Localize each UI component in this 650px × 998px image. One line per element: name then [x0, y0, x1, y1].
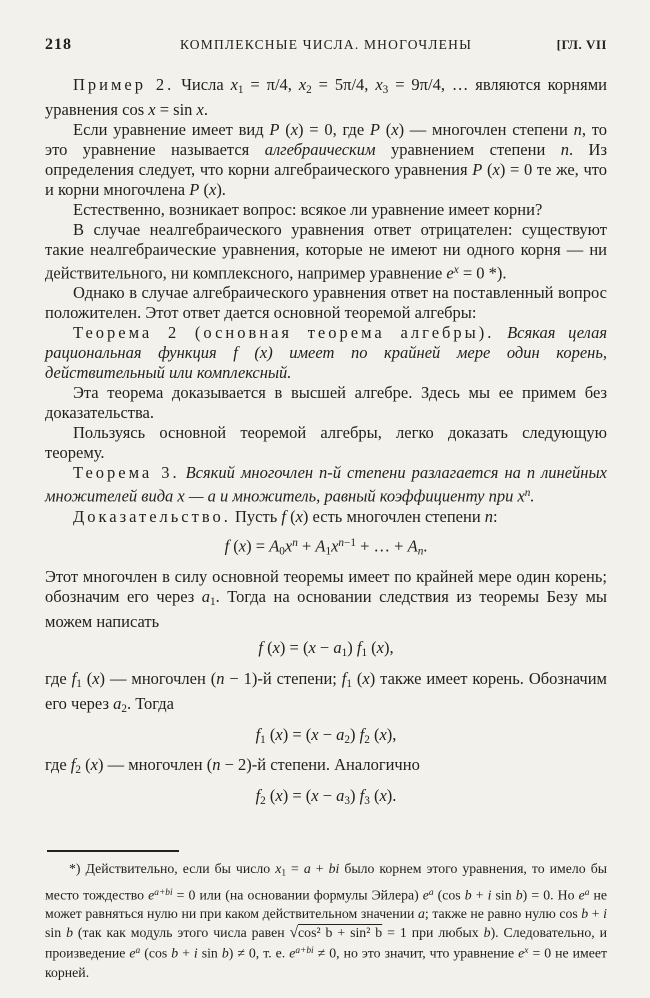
text-run: A [407, 536, 418, 556]
paragraph [45, 755, 607, 780]
text-run: ) = ( [282, 786, 312, 806]
text-run: = [286, 861, 304, 877]
text-run: ( [265, 786, 276, 806]
text-run: n [417, 545, 424, 558]
text-run: алгебраическим [264, 139, 376, 159]
display-formula [45, 638, 607, 663]
text-run: √ [289, 924, 299, 942]
text-run: Всякий многочлен n-й степени разлагается на n линейных множителей вида x — a и множитель, равный коэффициенту при x [45, 463, 607, 507]
text-run: 0 [279, 545, 285, 558]
paragraph [45, 423, 607, 463]
text-run: ( [352, 669, 363, 689]
text-run: b [171, 946, 179, 961]
text-run: n [484, 507, 494, 527]
text-run: n [212, 755, 221, 775]
text-run: x [375, 75, 383, 94]
text-run: x [196, 99, 204, 119]
text-run: n [338, 537, 345, 550]
text-run: − [318, 724, 337, 744]
text-run: x [453, 263, 459, 276]
text-run: (так как модуль этого числа равен [72, 925, 290, 941]
text-run: ( [367, 638, 377, 658]
text-run: b [515, 887, 523, 903]
text-run: Если уравнение имеет вид [73, 119, 270, 139]
text-run: x [298, 75, 307, 94]
text-run: e [446, 263, 454, 283]
text-run: = sin [155, 99, 197, 119]
text-run: . Тогда [126, 693, 174, 713]
text-run: + [310, 861, 329, 877]
text-run: ). [386, 786, 397, 806]
text-run: ) [350, 724, 360, 744]
text-run: 2 [344, 733, 351, 746]
text-run: n [573, 119, 582, 139]
text-run: a [336, 724, 345, 744]
text-run: = 0 или (на основании формулы Эйлера) [172, 887, 423, 903]
text-run: sin [45, 925, 67, 941]
text-run: 2 [260, 795, 266, 807]
text-run: = 9π/4, … являются корнями уравнения cos [45, 75, 607, 119]
text-run: где [45, 669, 72, 689]
text-run: x [379, 724, 387, 744]
text-run: a [135, 946, 141, 957]
text-run: n [560, 139, 569, 159]
text-run: n [524, 487, 531, 500]
text-run: b [221, 946, 229, 961]
text-run: ( [285, 507, 296, 527]
text-run: : [493, 507, 498, 527]
text-run: x [524, 946, 529, 957]
text-run: 3 [382, 83, 389, 96]
text-run: sin [197, 946, 222, 961]
text-run: e [518, 946, 525, 961]
text-run: f [281, 507, 286, 527]
text-run: x [284, 536, 293, 556]
text-run: ) [347, 638, 357, 658]
text-run: − [315, 638, 334, 658]
text-run: −1 [344, 537, 356, 550]
text-run: x [295, 507, 303, 527]
text-run: ( [369, 786, 380, 806]
text-run: ( [81, 669, 93, 689]
text-run: bi [328, 861, 340, 877]
text-run: 2 [306, 83, 312, 96]
text-run: x [308, 638, 316, 658]
text-run: x [90, 755, 98, 775]
footnote [45, 859, 607, 982]
text-run: ) — многочлен ( [97, 755, 213, 775]
text-run: где [45, 755, 71, 775]
display-formula [45, 533, 607, 561]
text-run: e [422, 887, 429, 903]
text-run: x [272, 638, 280, 658]
text-run: ) = ( [279, 638, 309, 658]
text-run: ). [216, 179, 226, 199]
text-run: n [292, 537, 298, 550]
text-run: cos² b + sin² b [298, 925, 383, 941]
text-run: 2 [75, 764, 81, 777]
text-run: + [297, 536, 316, 556]
text-run: = 0 не имеет корней. [45, 946, 608, 980]
text-run: x [92, 669, 100, 689]
text-run: P [269, 119, 280, 139]
text-run: f [71, 669, 77, 689]
text-run: a [336, 786, 345, 806]
text-run: Пример 2. [73, 75, 175, 94]
text-run: e [578, 887, 585, 903]
chapter-label: [ГЛ. VII [556, 37, 607, 52]
text-run: P [189, 179, 200, 199]
text-run: ( [262, 638, 273, 658]
text-run: e [148, 887, 155, 903]
text-run: a [201, 587, 211, 607]
text-run: 1 [76, 677, 82, 690]
text-run: A [315, 536, 326, 556]
text-run: + [588, 906, 604, 922]
text-run: a [584, 887, 590, 898]
text-run: x [148, 99, 156, 119]
page-header [45, 36, 607, 54]
text-run: ) также имеет корень. Обозначим его через [45, 669, 607, 713]
text-run: ; также не равно нулю cos [424, 906, 582, 922]
text-run: Пусть [230, 507, 282, 527]
text-run: ( [199, 179, 209, 199]
text-run: b [581, 906, 589, 922]
text-run: x [376, 638, 384, 658]
paragraph [45, 75, 607, 120]
text-run: ). Следовательно, и произведение [45, 925, 607, 961]
paragraph [45, 120, 607, 200]
text-run: x [275, 724, 283, 744]
text-run: + [471, 887, 488, 903]
text-run: f [341, 669, 347, 689]
text-run: ( [279, 119, 291, 139]
text-run: ) — многочлен ( [99, 669, 217, 689]
text-run: b [464, 887, 472, 903]
text-run: 1 [237, 83, 244, 96]
text-run: A [269, 536, 280, 556]
text-run: f [359, 786, 365, 806]
text-run: . Тогда на основании следствия из теоремы Безу мы можем написать [45, 587, 607, 632]
footnote-divider [47, 850, 179, 852]
text-run: ( [482, 159, 493, 179]
text-run: было корнем этого уравнения, то имело бы место тождество [45, 861, 607, 903]
text-run: Теорема 3. [73, 463, 180, 483]
text-run: . Из определения следует, что корни алгебраического уравнения [45, 139, 607, 179]
text-run: ) = ( [282, 724, 312, 744]
text-run: f [224, 536, 230, 556]
text-run: 1 [260, 733, 266, 746]
display-formula [45, 786, 607, 811]
text-run: e [289, 946, 296, 961]
text-run: 1 [281, 868, 286, 879]
footnote-area [45, 850, 607, 982]
text-run: a [333, 638, 342, 658]
text-run: x [311, 724, 319, 744]
main-text [45, 75, 607, 811]
text-run: = 1 при любых [382, 925, 484, 941]
text-run: x [238, 536, 247, 556]
text-run: , то это уравнение называется [45, 119, 607, 159]
text-run: ) = 0. Но [522, 887, 579, 903]
paragraph [45, 507, 607, 527]
text-run: (cos [140, 946, 172, 961]
text-run: Теорема 2 (основная теорема алгебры). [73, 323, 495, 343]
paragraph [45, 383, 607, 423]
text-run: Числа [174, 75, 231, 94]
text-run: b [66, 925, 73, 941]
text-run: 2 [121, 702, 127, 715]
text-run: ≠ 0, но это значит, что уравнение [313, 946, 519, 961]
text-run: 3 [344, 795, 351, 807]
text-run: a [418, 906, 425, 922]
text-run: + … + [355, 536, 408, 556]
text-run: Этот многочлен в силу основной теоремы имеет по крайней мере один корень; обозначим его через [45, 567, 607, 607]
text-run: x [391, 119, 399, 139]
text-run: b [483, 925, 491, 941]
text-run: x [290, 119, 299, 139]
paragraph [45, 567, 607, 632]
text-run: . [203, 99, 208, 119]
text-run: ) = 0, где [298, 119, 370, 139]
text-run: 1 [361, 647, 368, 660]
text-run: f [356, 638, 362, 658]
paragraph [45, 200, 607, 220]
text-run: ) ≠ 0, т. е. [228, 946, 290, 961]
running-title: КОМПЛЕКСНЫЕ ЧИСЛА. МНОГОЧЛЕНЫ [179, 37, 473, 52]
text-run: P [472, 159, 483, 179]
text-run: x [208, 179, 217, 199]
text-run: i [487, 887, 492, 903]
display-formula [45, 725, 607, 750]
text-run: a [113, 693, 122, 713]
paragraph [45, 283, 607, 323]
text-run: x [275, 786, 283, 806]
text-run: − 1)-й степени; [224, 669, 342, 689]
text-run: ( [369, 724, 380, 744]
text-run: a+bi [154, 887, 173, 898]
text-run: Естественно, возникает вопрос: всякое ли уравнение имеет корни? [73, 199, 543, 219]
text-run: = 0 *). [458, 263, 507, 283]
text-run: a [303, 861, 311, 877]
paragraph [45, 669, 607, 719]
text-run: *) Действительно, если бы число [69, 861, 276, 877]
text-run: ) есть многочлен степени [302, 507, 485, 527]
text-run: 1 [210, 596, 216, 609]
text-run: 2 [364, 733, 370, 746]
page-number: 218 [45, 36, 72, 53]
text-run: − 2)-й степени. Аналогично [220, 755, 420, 775]
text-run: + [178, 946, 194, 961]
text-run: В случае неалгебраического уравнения ответ отрицателен: существуют такие неалгебраические уравнения, которые не имеют ни одного корня — ни действительного, ни комплексного, например уравнение [45, 219, 607, 283]
text-run: Эта теорема доказывается в высшей алгебре. Здесь мы ее примем без доказательства. [45, 383, 607, 423]
paragraph [45, 463, 607, 507]
text-run: Однако в случае алгебраического уравнения ответ на поставленный вопрос положителен. Этот ответ дается основной теоремой алгебры: [45, 283, 607, 323]
text-run: ), [386, 724, 397, 744]
text-run: sin [491, 887, 516, 903]
text-run: ) [350, 786, 360, 806]
text-run: x [331, 536, 339, 556]
text-run: не может равняться нулю ни при каком действительном значении [45, 887, 607, 922]
text-run: i [193, 946, 198, 961]
text-run: i [603, 906, 607, 922]
text-run [494, 323, 507, 342]
text-run: x [311, 786, 319, 806]
text-run: (cos [433, 887, 465, 903]
paragraph [45, 220, 607, 284]
text-run: ( [81, 755, 91, 775]
text-run: x [275, 861, 282, 877]
text-run: P [369, 119, 380, 139]
text-run: a+bi [295, 946, 314, 957]
text-run: 1 [346, 677, 352, 690]
text-run: x [230, 75, 238, 94]
text-run: x [362, 669, 370, 689]
text-run: f [359, 724, 365, 744]
text-run: 1 [341, 647, 348, 660]
text-run: f [258, 638, 263, 658]
text-run: x [492, 159, 500, 179]
text-run: уравнением степени [375, 139, 561, 159]
paragraph [45, 323, 607, 383]
text-run: ) = [246, 536, 270, 556]
text-run: ), [384, 638, 394, 658]
text-run: . [530, 487, 535, 507]
text-run: 1 [325, 545, 332, 558]
text-run: x [379, 786, 387, 806]
text-run: f [70, 755, 76, 775]
text-run: ) = 0 те же, что и корни многочлена [45, 159, 608, 199]
text-run: Пользуясь основной теоремой алгебры, легко доказать следующую теорему. [45, 423, 607, 463]
text-run: = π/4, [243, 75, 299, 94]
text-run: f [255, 786, 261, 806]
footnote-paragraph [45, 859, 607, 982]
text-run: ( [229, 536, 239, 556]
text-run: − [318, 786, 337, 806]
text-run: f [255, 724, 261, 744]
text-run: ( [379, 119, 392, 139]
text-run: = 5π/4, [311, 75, 376, 94]
text-run: e [129, 946, 136, 961]
text-run: 3 [364, 795, 370, 807]
text-run: ) — многочлен степени [398, 119, 574, 139]
text-run: Доказательство. [73, 507, 231, 527]
text-run: Всякая целая рациональная функция f (x) имеет по крайней мере один корень, действительный или комплексный. [45, 323, 607, 383]
text-run: ( [265, 724, 276, 744]
text-run: . [423, 536, 428, 556]
text-run: n [216, 669, 225, 689]
text-run: a [428, 887, 434, 898]
